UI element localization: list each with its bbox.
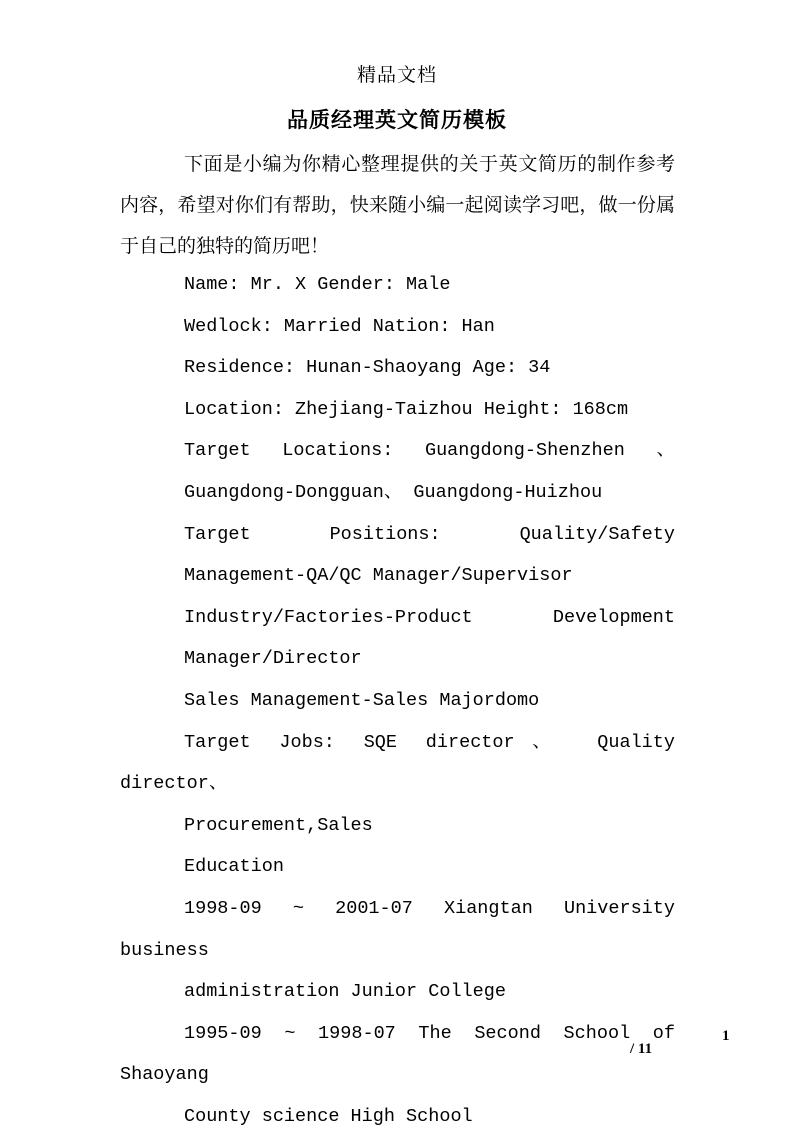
target-locations-continuation: Guangdong-Dongguan、 Guangdong-Huizhou [184,481,603,503]
location-height-line: Location: Zhejiang-Taizhou Height: 168cm [184,398,629,420]
industry-continuation: Manager/Director [184,648,362,670]
sales-line: Sales Management-Sales Majordomo [184,689,540,711]
name-gender-line: Name: Mr. X Gender: Male [184,274,451,295]
target-positions-line: Target Positions: Quality/Safety [184,523,675,545]
target-jobs-continuation: Procurement,Sales [184,814,373,836]
education-entry-1-continuation: administration Junior College [184,981,506,1003]
target-locations-line: Target Locations: Guangdong-Shenzhen 、 [184,440,675,462]
education-entry-1: 1998-09 ~ 2001-07 Xiangtan University business [120,897,675,961]
target-positions-continuation: Management-QA/QC Manager/Supervisor [184,565,573,587]
education-entry-2-continuation: County science High School [184,1105,473,1127]
wedlock-nation-line: Wedlock: Married Nation: Han [184,315,495,337]
page-header: 精品文档 [356,64,437,86]
industry-line: Industry/Factories-Product Development [184,606,675,628]
page-total: / 11 [630,1041,653,1057]
page-number: 1 [722,1028,730,1044]
education-entry-2: 1995-09 ~ 1998-07 The Second School of Shaoyang [120,1022,675,1086]
education-heading: Education [184,856,284,878]
document-title: 品质经理英文简历模板 [287,107,507,132]
residence-age-line: Residence: Hunan-Shaoyang Age: 34 [184,357,551,379]
target-jobs-line: Target Jobs: SQE director、 Quality director、 [120,731,675,795]
resume-body [120,264,675,1137]
intro-paragraph: 下面是小编为你精心整理提供的关于英文简历的制作参考内容，希望对你们有帮助，快来随小编一起阅读学习吧，做一份属于自己的独特的简历吧！ [120,153,675,257]
